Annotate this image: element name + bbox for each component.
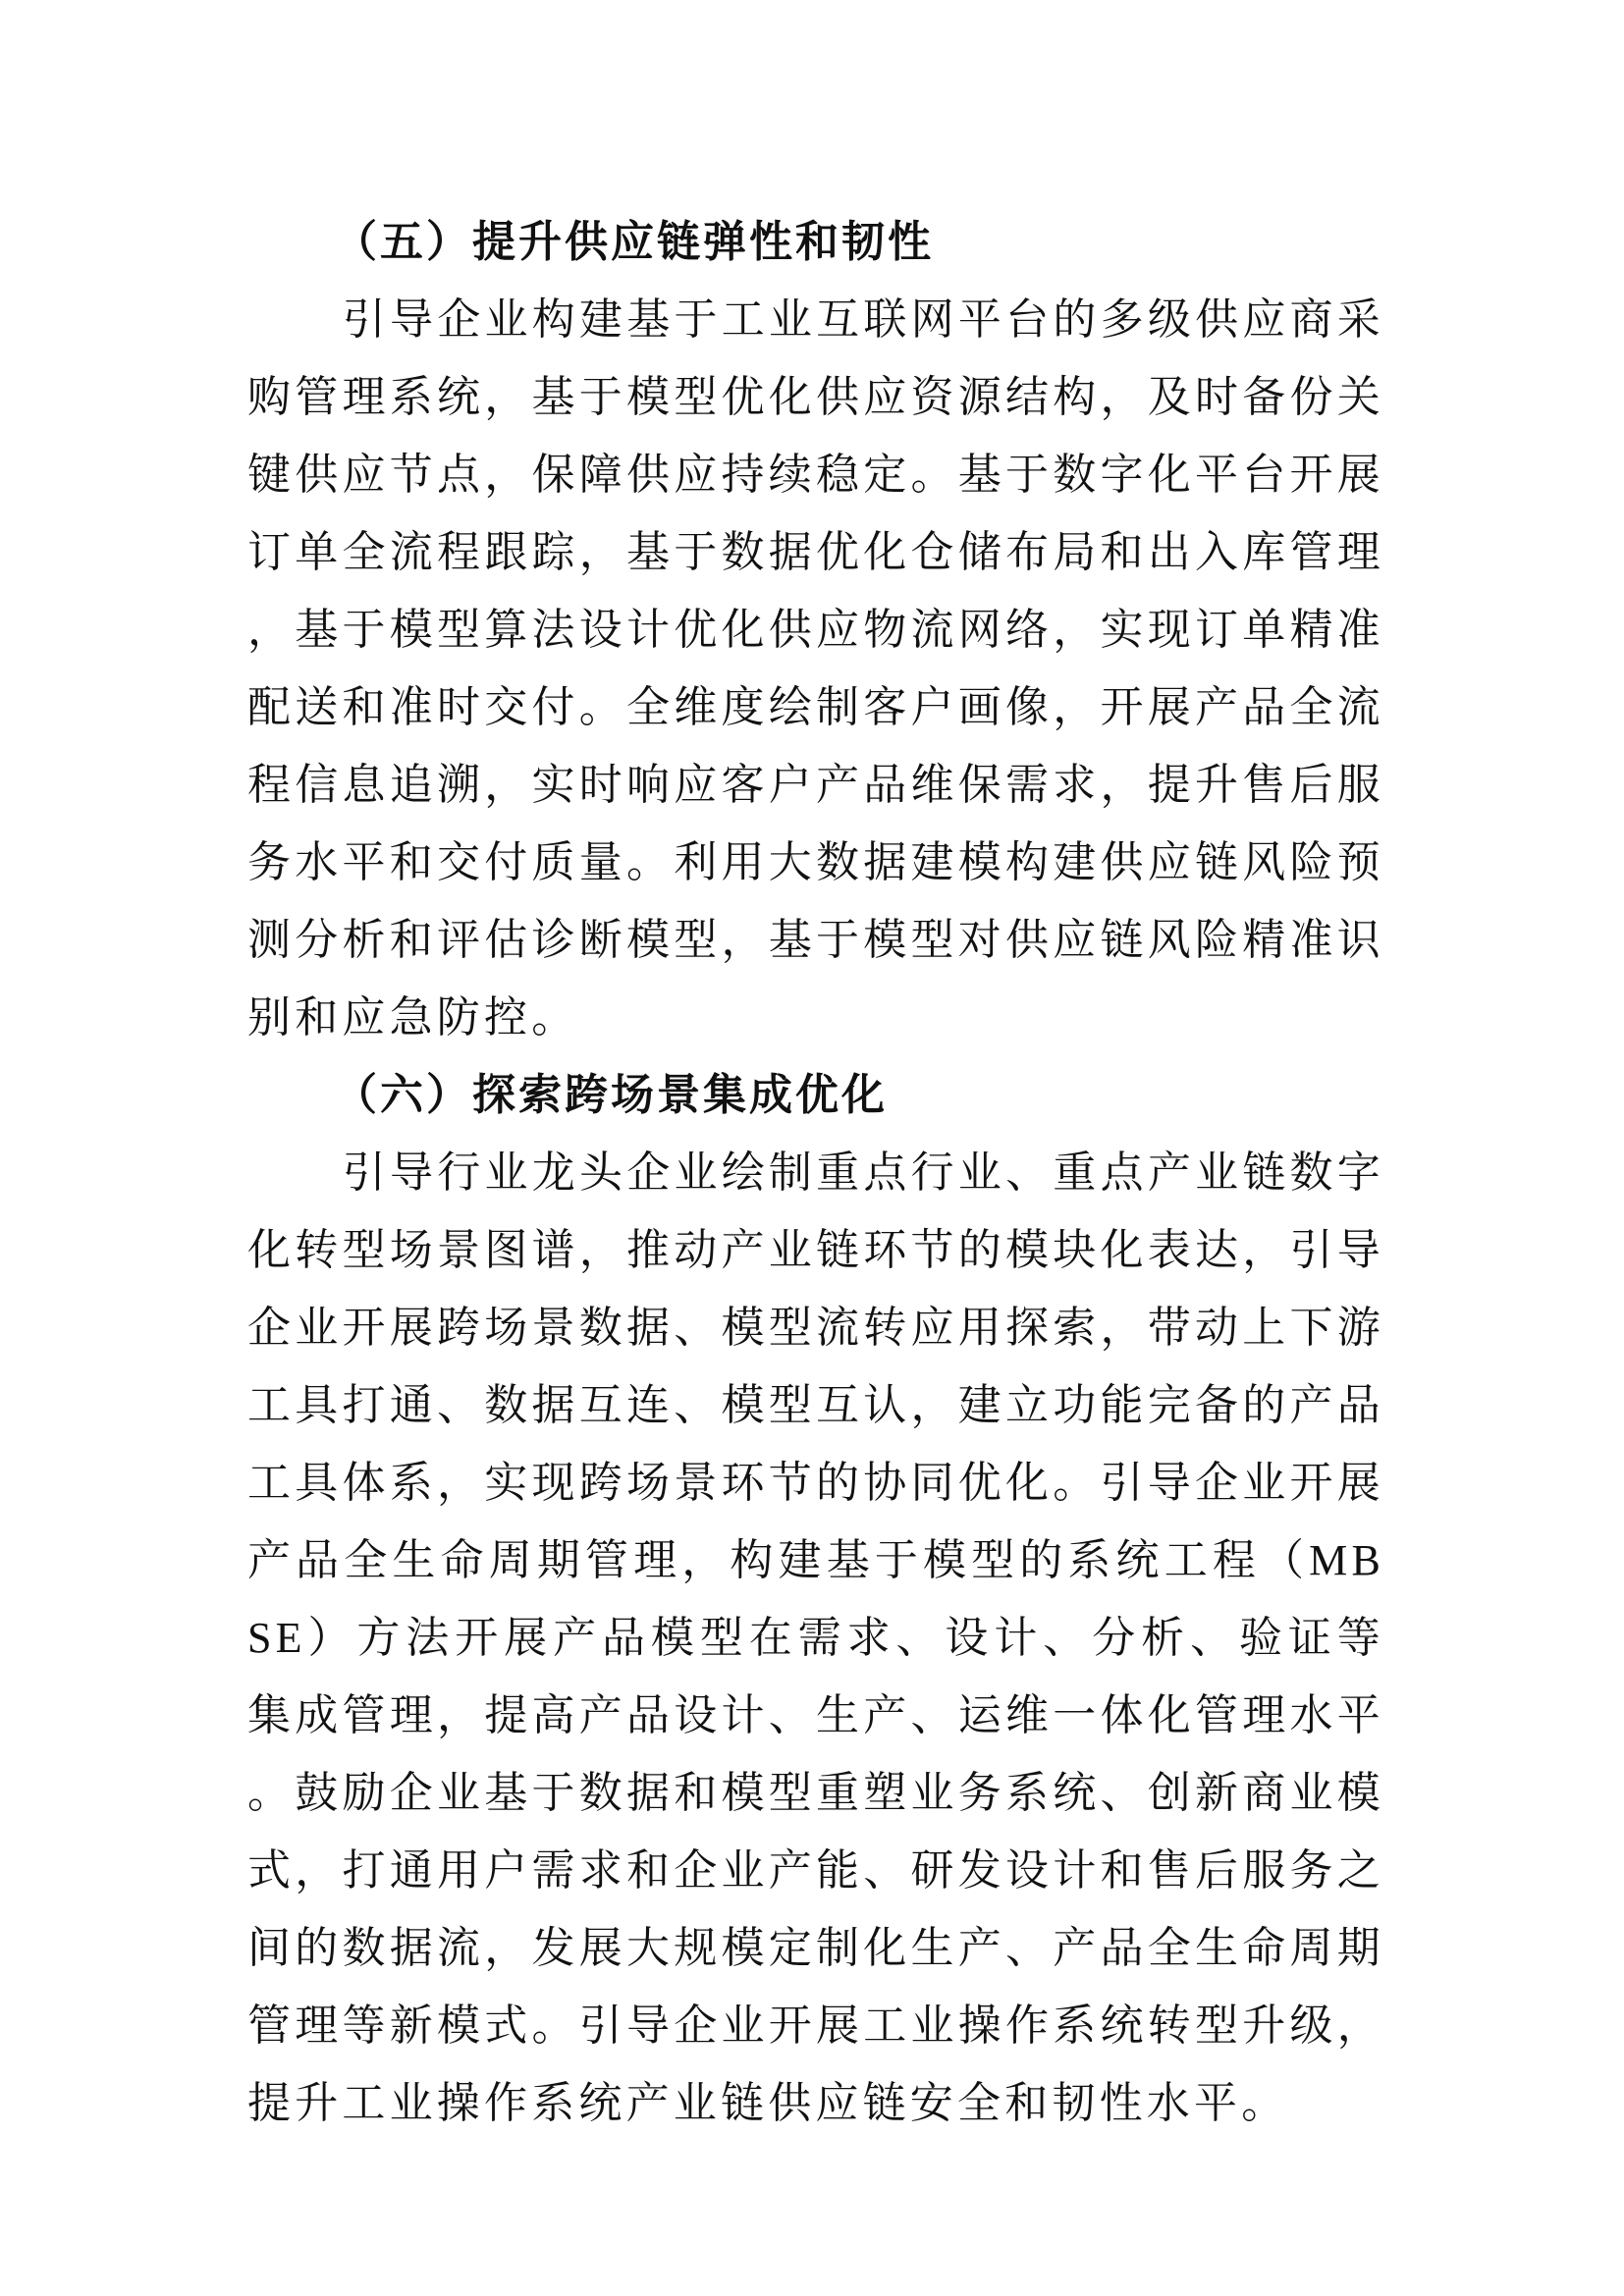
section-5-heading: （五）提升供应链弹性和韧性 xyxy=(334,218,934,266)
section-6-paragraph: 引导行业龙头企业绘制重点行业、重点产业链数字化转型场景图谱，推动产业链环节的模块化表达，引导企业开展跨场景数据、模型流转应用探索，带动上下游工具打通、数据互连、模型互认，建立功能完备的产品工具体系，实现跨场景环节的协同优化。引导企业开展产品全生命周期管理，构建基于模型的系统工程（MBSE）方法开展产品模型在需求、设计、分析、验证等集成管理，提高产品设计、生产、运维一体化管理水平。鼓励企业基于数据和模型重塑业务系统、创新商业模式，打通用户需求和企业产能、研发设计和售后服务之间的数据流，发展大规模定制化生产、产品全生命周期管理等新模式。引导企业开展工业操作系统转型升级，提升工业操作系统产业链供应链安全和韧性水平。 xyxy=(247,1148,1384,2127)
section-5-paragraph: 引导企业构建基于工业互联网平台的多级供应商采购管理系统，基于模型优化供应资源结构，及时备份关键供应节点，保障供应持续稳定。基于数字化平台开展订单全流程跟踪，基于数据优化仓储布局和出入库管理，基于模型算法设计优化供应物流网络，实现订单精准配送和准时交付。全维度绘制客户画像，开展产品全流程信息追溯，实时响应客户产品维保需求，提升售后服务水平和交付质量。利用大数据建模构建供应链风险预测分析和评估诊断模型，基于模型对供应链风险精准识别和应急防控。 xyxy=(247,295,1384,1041)
section-6-heading: （六）探索跨场景集成优化 xyxy=(334,1071,888,1119)
document-page xyxy=(247,203,1384,2142)
